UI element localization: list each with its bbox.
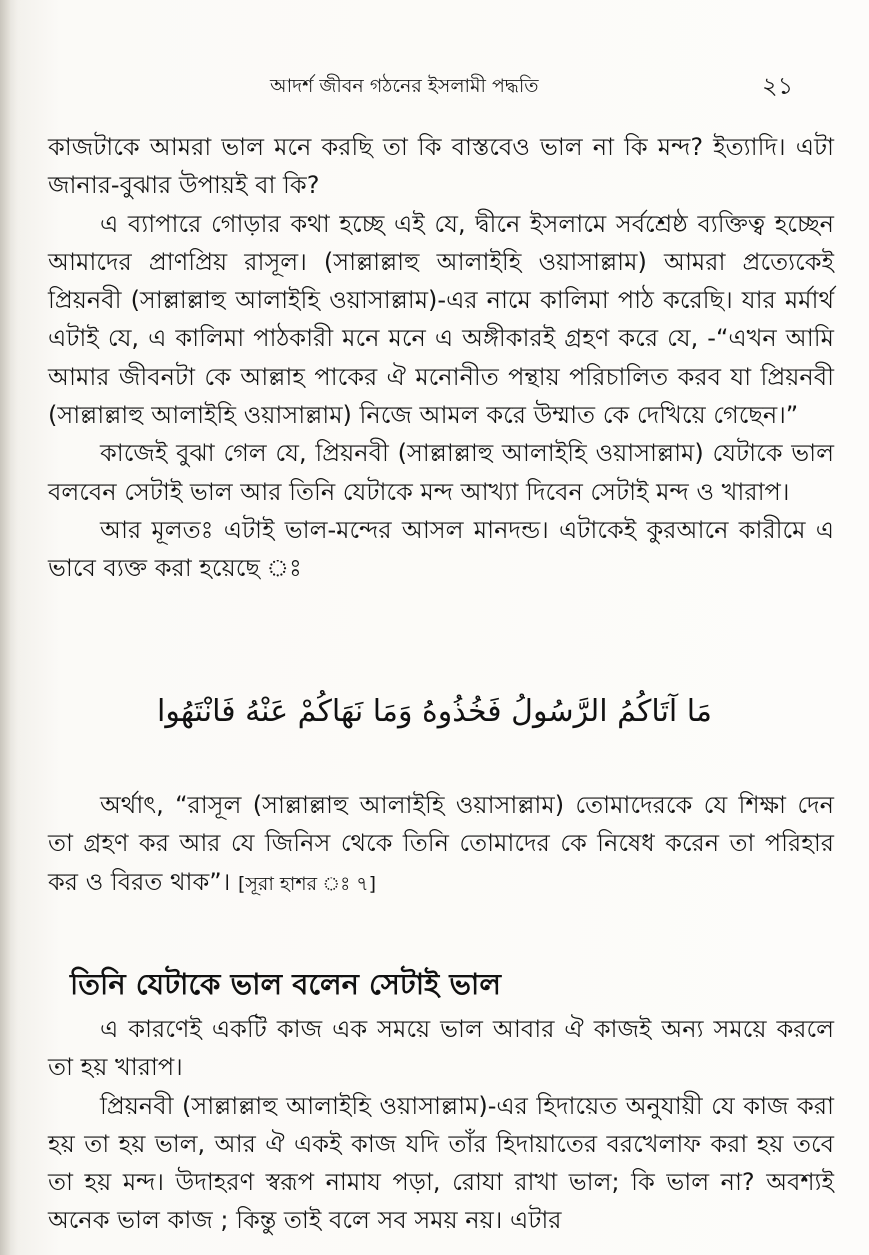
paragraph: কাজেই বুঝা গেল যে, প্রিয়নবী (সাল্লাল্লাহু আলাইহি ওয়াসাল্লাম) যেটাকে ভাল বলবেন সেটাই ভাল আর তিনি যেটাকে মন্দ আখ্যা দিবেন সেটাই মন্দ ও খারাপ। [48, 439, 834, 506]
arabic-verse: مَا آتَاكُمُ الرَّسُولُ فَخُذُوهُ وَمَا نَهَاكُمْ عَنْهُ فَانْتَهُوا [157, 694, 712, 729]
paragraph: এ ব্যাপারে গোড়ার কথা হচ্ছে এই যে, দ্বীনে ইসলামে সর্বশ্রেষ্ঠ ব্যক্তিত্ব হচ্ছেন আমাদের প্রাণপ্রিয় রাসূল। (সাল্লাল্লাহু আলাইহি ওয়াসাল্লাম) আমরা প্রত্যেকেই প্রিয়নবী (সাল্লাল্লাহু আলাইহি ওয়াসাল্লাম)-এর নামে কালিমা পাঠ করেছি। যার মর্মার্থ এটাই যে, এ কালিমা পাঠকারী মনে মনে এ অঙ্গীকারই গ্রহণ করে যে, -“এখন আমি আমার জীবনটা কে আল্লাহ পাকের ঐ মনোনীত পন্থায় পরিচালিত করব যা প্রিয়নবী (সাল্লাল্লাহু আলাইহি ওয়াসাল্লাম) নিজে আমল করে উম্মাত কে দেখিয়ে গেছেন।” [48, 209, 834, 430]
verse-translation [48, 786, 834, 903]
body-text-section-2 [48, 1010, 834, 1240]
paragraph: কাজটাকে আমরা ভাল মনে করছি তা কি বাস্তবেও ভাল না কি মন্দ? ইত্যাদি। এটা জানার-বুঝার উপায়ই বা কি? [48, 133, 834, 200]
paragraph: আর মূলতঃ এটাই ভাল-মন্দের আসল মানদন্ড। এটাকেই কুরআনে কারীমে এ ভাবে ব্যক্ত করা হয়েছে ঃ [48, 515, 834, 583]
page-number: ২১ [762, 72, 794, 100]
paragraph: এ কারণেই একটি কাজ এক সময়ে ভাল আবার ঐ কাজই অন্য সময়ে করলে তা হয় খারাপ। [48, 1015, 834, 1082]
running-title: আদর্শ জীবন গঠনের ইসলামী পদ্ধতি [270, 75, 539, 97]
translation-text: অর্থাৎ, “রাসূল (সাল্লাল্লাহু আলাইহি ওয়াসাল্লাম) তোমাদেরকে যে শিক্ষা দেন তা গ্রহণ কর আর যে জিনিস থেকে তিনি তোমাদের কে নিষেধ করেন তা পরিহার কর ও বিরত থাক”। [48, 791, 834, 896]
verse-reference: [সূরা হাশর ঃ ৭] [237, 872, 377, 895]
paragraph: প্রিয়নবী (সাল্লাল্লাহু আলাইহি ওয়াসাল্লাম)-এর হিদায়েত অনুযায়ী যে কাজ করা হয় তা হয় ভাল, আর ঐ একই কাজ যদি তাঁর হিদায়াতের বরখেলাফ করা হয় তবে তা হয় মন্দ। উদাহরণ স্বরূপ নামায পড়া, রোযা রাখা ভাল; কি ভাল না? অবশ্যই অনেক ভাল কাজ ; কিন্তু তাই বলে সব সময় নয়। এটার [48, 1091, 834, 1235]
body-text-section-1 [48, 128, 834, 588]
section-heading: তিনি যেটাকে ভাল বলেন সেটাই ভাল [70, 967, 501, 1001]
page-binding-edge [0, 0, 10, 1255]
